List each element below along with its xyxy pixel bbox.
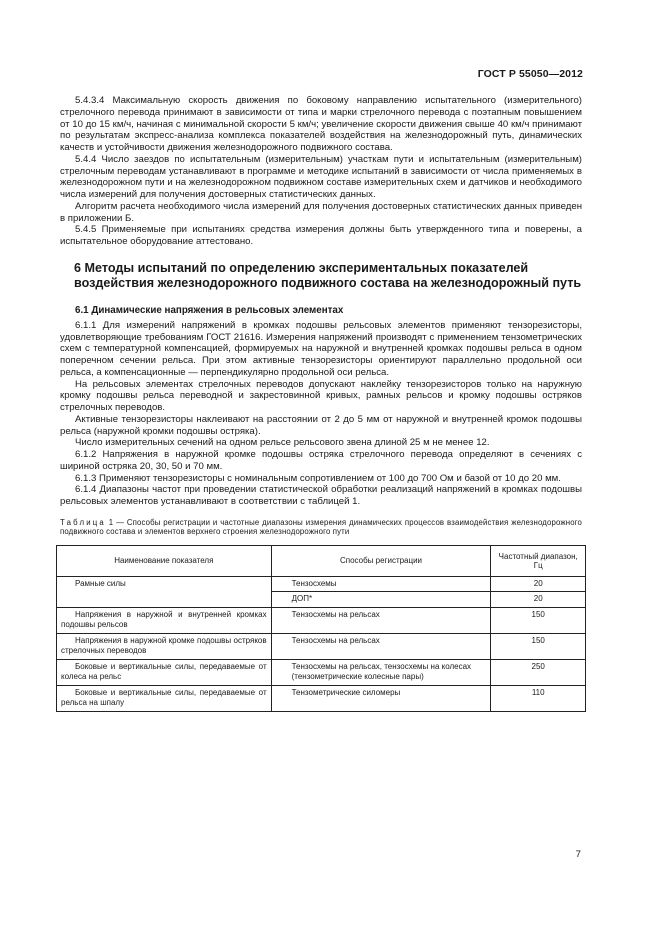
subsection-title: 6.1 Динамические напряжения в рельсовых элементах [75,304,344,316]
paragraph: 5.4.3.4 Максимальную скорость движения по боковому направлению испытательного (измерительного) стрелочного перевода принимают в зависимости от типа и марки стрелочного перевода с поэтапным повышением от 10 до 15 км/ч, начиная с минимальной скорости 5 км/ч; увеличение скорости движения свыше 40 км/ч принимают по результатам экспресс-анализа комплекса показателей воздействия на железнодорожный путь, динамических качеств и устойчивости движения железнодорожного подвижного состава. [60,95,582,153]
clause-block-5-4 [60,95,582,248]
table-cell-method: Тензосхемы на рельсах, тензосхемы на колесах (тензометрические колесные пары) [271,659,491,685]
table-cell-method: Тензометрические силомеры [271,685,491,711]
table-row [57,659,586,685]
table-cell-freq: 150 [491,607,586,633]
table-caption-prefix: Таблица [60,517,106,527]
table-cell-name: Рамные силы [57,576,272,607]
table-cell-name: Боковые и вертикальные силы, передаваемые от рельса на шпалу [57,685,272,711]
paragraph: 6.1.1 Для измерений напряжений в кромках подошвы рельсовых элементов применяют тензорезисторы, удовлетворяющие требованиям ГОСТ 21616. Измерения напряжений производят с применением тензометрических схем с температурной компенсацией, формируемых на наружной и внутренней кромках подошвы рельса в одном поперечном сечении рельса. При этом активные тензорезисторы ориентируют параллельно продольной оси рельса, а компенсационные — перпендикулярно продольной оси рельса. [60,319,582,378]
paragraph: Алгоритм расчета необходимого числа измерений для получения достоверных статистических данных приведен в приложении Б. [60,200,582,224]
table-header-row [57,545,586,576]
table-cell-freq: 250 [491,659,586,685]
paragraph: Число измерительных сечений на одном рельсе рельсового звена длиной 25 м не менее 12. [75,437,490,449]
paragraph: 6.1.4 Диапазоны частот при проведении статистической обработки реализаций напряжений в кромках подошвы рельсовых элементов устанавливают в соответствии с таблицей 1. [60,484,582,507]
table-cell-method: Тензосхемы на рельсах [271,633,491,659]
table-cell-name: Напряжения в наружной и внутренней кромках подошвы рельсов [57,607,272,633]
table-row [57,607,586,633]
table-cell-method: Тензосхемы на рельсах [271,607,491,633]
column-header: Наименование показателя [57,545,272,576]
paragraph: 5.4.5 Применяемые при испытаниях средства измерения должны быть утвержденного типа и поверены, а испытательное оборудование аттестовано. [60,224,582,247]
document-body [60,95,582,712]
table-cell-freq: 110 [491,685,586,711]
table-cell-method: ДОП* [271,592,491,608]
table-row [57,633,586,659]
table-cell-name: Напряжения в наружной кромке подошвы остряков стрелочных переводов [57,633,272,659]
paragraph: Активные тензорезисторы наклеивают на расстоянии от 2 до 5 мм от наружной и внутренней кромок подошвы рельса (наружной кромки подошвы остряка). [60,413,582,437]
column-header: Способы регистрации [271,545,491,576]
table-caption [60,518,582,537]
clause-block-6-1 [60,320,582,508]
table-cell-name: Боковые и вертикальные силы, передаваемые от колеса на рельс [57,659,272,685]
document-header: ГОСТ Р 55050—2012 [477,68,583,80]
table-row [57,576,586,592]
table-cell-freq: 20 [491,592,586,608]
data-table [56,545,586,712]
table-cell-freq: 20 [491,576,586,592]
page-number: 7 [575,849,581,860]
table-caption-text: 1 — Способы регистрации и частотные диапазоны измерения динамических процессов взаимодействия железнодорожного подвижного состава и элементов верхнего строения железнодорожного пути [60,517,582,537]
paragraph: 6.1.2 Напряжения в наружной кромке подошвы остряка стрелочного перевода определяют в сечениях с шириной остряка 20, 30, 50 и 70 мм. [60,449,582,472]
paragraph: 5.4.4 Число заездов по испытательным (измерительным) участкам пути и испытательным (измерительным) стрелочным переводам устанавливают в программе и методике испытаний в зависимости от числа применяемых в железнодорожном пути и на железнодорожном подвижном составе измерительных схем и датчиков и необходимого числа измерений для получения достоверных статистических данных. [60,153,582,200]
column-header: Частотный диапазон, Гц [491,545,586,576]
paragraph: На рельсовых элементах стрелочных переводов допускают наклейку тензорезисторов только на наружную кромку подошвы рельса переводной и закрестовинной кривых, рамных рельсов и кромку подошвы остряков стрелочных переводов. [60,378,582,413]
table-cell-method: Тензосхемы [271,576,491,592]
paragraph: 6.1.3 Применяют тензорезисторы с номинальным сопротивлением от 100 до 700 Ом и базой от 10 до 20 мм. [75,472,561,484]
table-row [57,685,586,711]
section-title: 6 Методы испытаний по определению экспериментальных показателей воздействия железнодорожного подвижного состава на железнодорожный путь [74,260,582,290]
table-cell-freq: 150 [491,633,586,659]
